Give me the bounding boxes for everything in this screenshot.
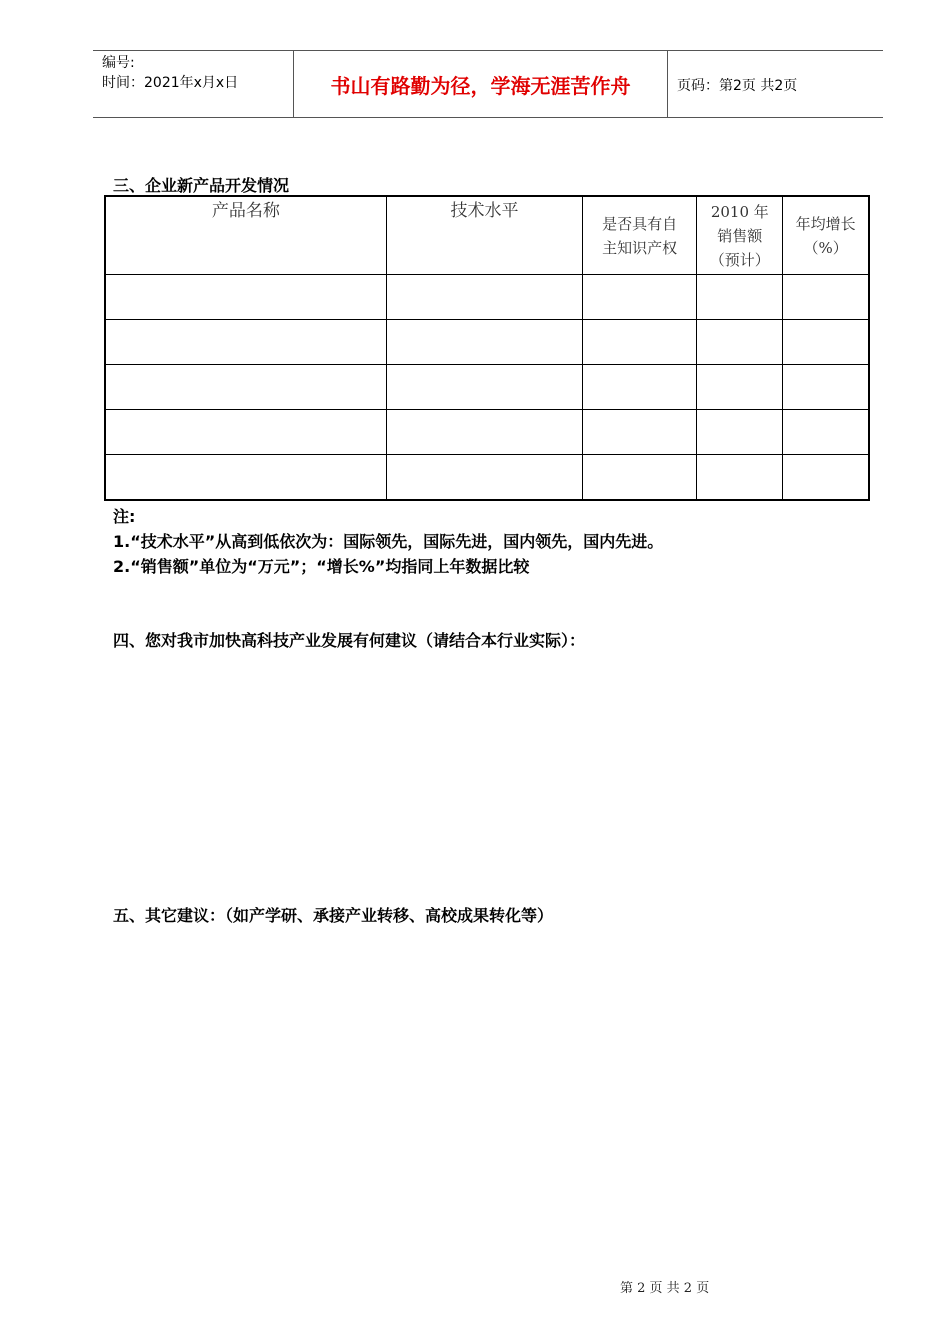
notes-line2: 2.“销售额”单位为“万元”；“增长%”均指同上年数据比较 xyxy=(113,557,530,576)
table-row xyxy=(105,275,869,320)
table-cell[interactable] xyxy=(583,275,697,320)
col-growth-line2: （%） xyxy=(803,238,848,257)
table-cell[interactable] xyxy=(697,320,783,365)
table-cell[interactable] xyxy=(783,275,869,320)
table-cell[interactable] xyxy=(583,320,697,365)
table-row xyxy=(105,455,869,501)
col-growth-line1: 年均增长 xyxy=(795,214,856,233)
header-number: 编号: xyxy=(102,55,135,71)
col-sales xyxy=(697,196,783,275)
table-cell[interactable] xyxy=(783,320,869,365)
table-cell[interactable] xyxy=(697,410,783,455)
table-cell[interactable] xyxy=(105,410,386,455)
section5-title: 五、其它建议：（如产学研、承接产业转移、高校成果转化等） xyxy=(113,906,554,925)
section4-title: 四、您对我市加快高科技产业发展有何建议（请结合本行业实际）： xyxy=(113,631,586,650)
section3-title: 三、企业新产品开发情况 xyxy=(113,176,290,195)
col-tech-level: 技术水平 xyxy=(386,196,582,275)
table-row xyxy=(105,365,869,410)
notes-line1: 1.“技术水平”从高到低依次为：国际领先，国际先进，国内领先，国内先进。 xyxy=(113,532,664,551)
table-cell[interactable] xyxy=(386,320,582,365)
col-ip-line1: 是否具有自 xyxy=(602,214,678,233)
table-cell[interactable] xyxy=(386,275,582,320)
header-top-rule xyxy=(93,50,883,51)
header-time: 时间：2021年x月x日 xyxy=(102,75,239,91)
table-cell[interactable] xyxy=(583,455,697,501)
table-cell[interactable] xyxy=(583,410,697,455)
header-bottom-rule xyxy=(93,117,883,118)
footer-page-number: 第 2 页 共 2 页 xyxy=(620,1281,710,1296)
table-cell[interactable] xyxy=(583,365,697,410)
table-cell[interactable] xyxy=(697,455,783,501)
col-sales-line2: 销售额 xyxy=(717,226,763,245)
table-cell[interactable] xyxy=(105,455,386,501)
table-cell[interactable] xyxy=(697,365,783,410)
table-row xyxy=(105,320,869,365)
table-cell[interactable] xyxy=(697,275,783,320)
col-ip-line2: 主知识产权 xyxy=(602,238,678,257)
table-row xyxy=(105,410,869,455)
table-cell[interactable] xyxy=(783,455,869,501)
table-cell[interactable] xyxy=(105,320,386,365)
new-product-table xyxy=(104,195,870,501)
table-cell[interactable] xyxy=(105,365,386,410)
table-cell[interactable] xyxy=(386,455,582,501)
table-notes xyxy=(113,504,663,579)
table-cell[interactable] xyxy=(386,365,582,410)
header-meta xyxy=(102,53,238,93)
table-header-row xyxy=(105,196,869,275)
table-cell[interactable] xyxy=(783,410,869,455)
col-ip xyxy=(583,196,697,275)
col-product-name: 产品名称 xyxy=(105,196,386,275)
notes-label: 注: xyxy=(113,507,136,526)
table-cell[interactable] xyxy=(783,365,869,410)
col-growth xyxy=(783,196,869,275)
header-divider-right xyxy=(667,50,668,117)
header-motto: 书山有路勤为径，学海无涯苦作舟 xyxy=(330,74,631,98)
col-sales-line3: （预计） xyxy=(709,250,770,269)
header-page-info: 页码：第2页 共2页 xyxy=(677,78,798,94)
col-sales-line1: 2010 年 xyxy=(710,202,769,221)
table-cell[interactable] xyxy=(105,275,386,320)
table-cell[interactable] xyxy=(386,410,582,455)
